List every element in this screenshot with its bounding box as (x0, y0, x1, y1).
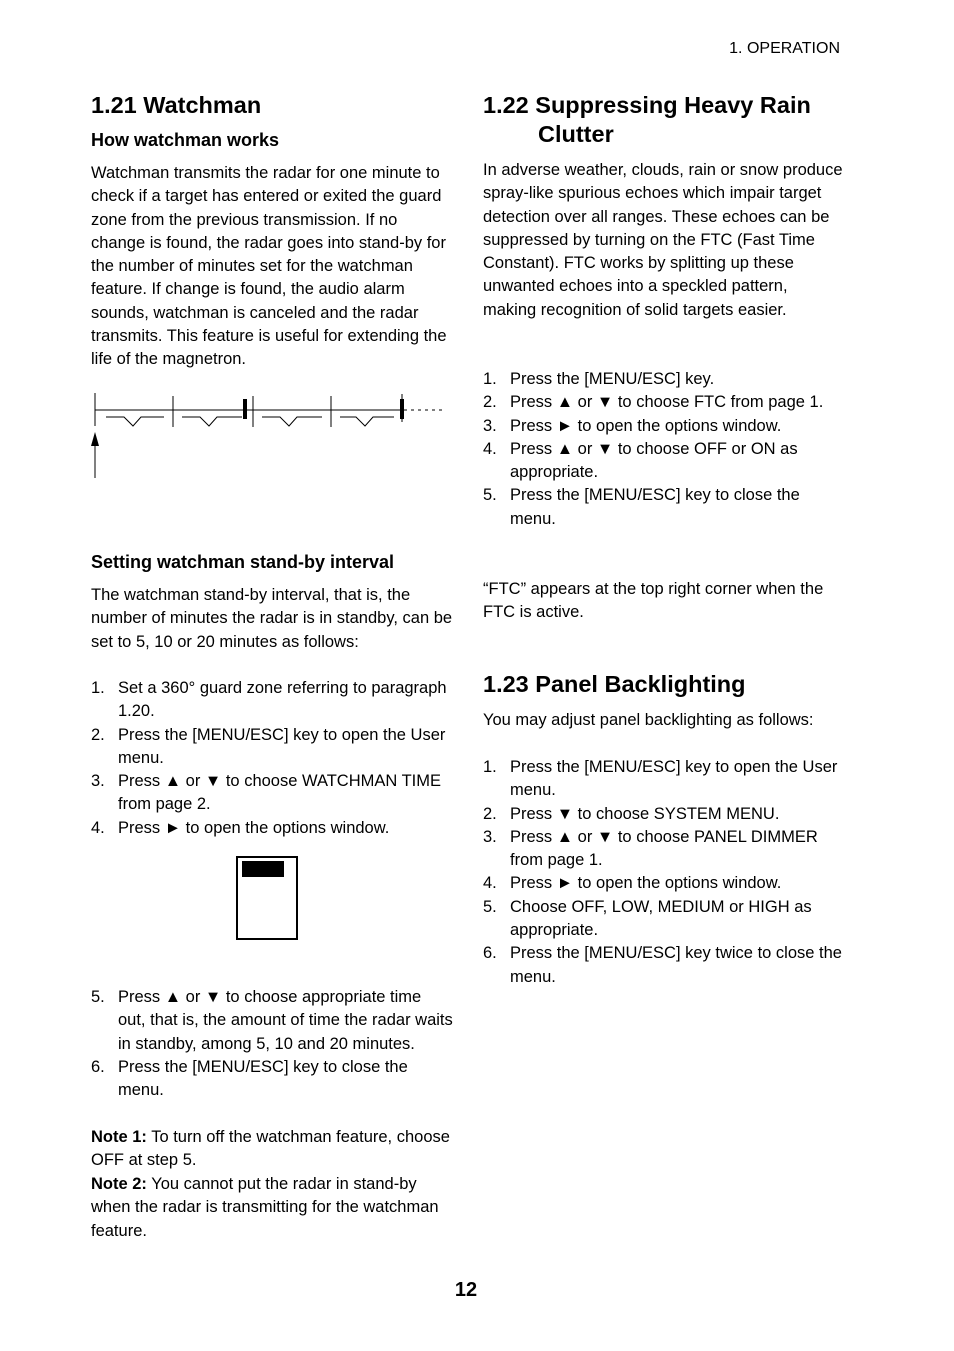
list-item (91, 986, 453, 1056)
how-watchman-works-heading: How watchman works (91, 130, 280, 150)
step-text: Set a 360° guard zone referring to paragraph 1.20. (118, 679, 447, 721)
note-2-label: Note 2: (91, 1175, 147, 1193)
backlight-steps (483, 756, 845, 989)
step-text: Press the [MENU/ESC] key. (510, 370, 715, 388)
step-text: Press the [MENU/ESC] key to open the User menu. (510, 758, 838, 800)
step-number: 4. (483, 874, 497, 893)
step-number: 4. (91, 818, 105, 837)
running-head: 1. OPERATION (729, 40, 840, 57)
step-number: 6. (91, 1057, 105, 1076)
step-number: 1. (483, 370, 497, 388)
step-number: 4. (483, 439, 497, 458)
note-2 (91, 1173, 453, 1243)
how-watchman-works-text: Watchman transmits the radar for one minute to check if a target has entered or exited the guard zone from the previous transmission. If no change is found, the radar goes into stand-by for the number of minutes set for the watchman feature. If change is found, the audio alarm sounds, watchman is canceled and the radar transmits. This feature is useful for extending the life of the magnetron. (91, 164, 447, 369)
list-item (483, 826, 845, 873)
watchman-timeline-diagram (84, 390, 454, 485)
step-text: Choose OFF, LOW, MEDIUM or HIGH as appropriate. (510, 897, 812, 940)
list-item (483, 484, 845, 531)
list-item (91, 1056, 453, 1103)
step-text: Press the [MENU/ESC] key twice to close the menu. (510, 944, 842, 986)
section-122-intro: In adverse weather, clouds, rain or snow produce spray-like spurious echoes which impair target detection over all ranges. These echoes can be suppressed by turning on the FTC (Fast Time Constant). FTC works by splitting up these unwanted echoes into a speckled pattern, making recognition of solid targets easier. (483, 161, 843, 319)
step-number: 2. (91, 725, 105, 744)
step-number: 3. (91, 772, 105, 791)
step-number: 2. (483, 393, 497, 412)
list-item (483, 438, 845, 485)
note-2-text: You cannot put the radar in stand-by when the radar is transmitting for the watchman feature. (91, 1175, 439, 1240)
step-number: 5. (483, 486, 497, 505)
setting-interval-text: The watchman stand-by interval, that is, the number of minutes the radar is in standby, can be set to 5, 10 or 20 minutes as follows: (91, 586, 453, 651)
step-text: Press ▲ or ▼ to choose appropriate time out, that is, the amount of time the radar waits in standby, among 5, 10 and 20 minutes. (118, 988, 453, 1053)
step-number: 1. (483, 758, 497, 776)
list-item (483, 368, 845, 391)
list-item (483, 896, 845, 943)
ftc-steps (483, 368, 845, 531)
step-text: Press ► to open the options window. (510, 874, 782, 893)
step-text: Press the [MENU/ESC] key to open the User menu. (118, 725, 446, 767)
section-122-title-line1: 1.22 Suppressing Heavy Rain (483, 92, 811, 118)
step-number: 2. (483, 804, 497, 823)
list-item (483, 803, 845, 826)
list-item (483, 415, 845, 438)
step-text: Press ► to open the options window. (118, 818, 390, 837)
watchman-steps-a (91, 677, 453, 840)
timeline-pulse (182, 417, 242, 426)
step-text: Press ▲ or ▼ to choose OFF or ON as appropriate. (510, 439, 798, 482)
list-item (91, 677, 453, 724)
section-123-title: 1.23 Panel Backlighting (483, 671, 746, 697)
timeline-arrow-head (91, 432, 99, 446)
section-121-title: 1.21 Watchman (91, 92, 262, 118)
section-123-intro: You may adjust panel backlighting as follows: (483, 711, 814, 729)
step-number: 1. (91, 679, 105, 697)
timeline-marker (243, 399, 247, 419)
list-item (483, 391, 845, 414)
step-number: 6. (483, 944, 497, 963)
step-number: 5. (91, 988, 105, 1006)
step-text: Press ▼ to choose SYSTEM MENU. (510, 804, 780, 823)
options-window-highlight (242, 861, 284, 877)
note-1 (91, 1126, 453, 1173)
step-text: Press ▲ or ▼ to choose FTC from page 1. (510, 393, 824, 412)
step-text: Press ▲ or ▼ to choose WATCHMAN TIME from page 2. (118, 772, 441, 814)
step-number: 5. (483, 897, 497, 916)
note-1-label: Note 1: (91, 1128, 147, 1146)
timeline-pulse (262, 417, 322, 426)
timeline-pulse (340, 417, 394, 426)
watchman-steps-b (91, 986, 453, 1102)
step-text: Press the [MENU/ESC] key to close the menu. (118, 1057, 408, 1100)
list-item (91, 724, 453, 771)
section-122-title-line2: Clutter (538, 121, 614, 147)
step-number: 3. (483, 827, 497, 846)
section-122-title (483, 91, 863, 149)
list-item (91, 817, 453, 840)
list-item (483, 756, 845, 803)
timeline-marker (400, 399, 404, 419)
list-item (483, 872, 845, 895)
list-item (483, 942, 845, 989)
step-text: Press ▲ or ▼ to choose PANEL DIMMER from page 1. (510, 827, 818, 870)
timeline-pulse (106, 417, 164, 426)
options-window-illustration (236, 856, 298, 940)
step-text: Press the [MENU/ESC] key to close the menu. (510, 486, 800, 528)
ftc-indicator-text: “FTC” appears at the top right corner when the FTC is active. (483, 580, 824, 622)
step-text: Press ► to open the options window. (510, 416, 782, 435)
list-item (91, 770, 453, 817)
note-1-text: To turn off the watchman feature, choose OFF at step 5. (91, 1128, 450, 1170)
step-number: 3. (483, 416, 497, 435)
page-number: 12 (454, 1279, 478, 1301)
setting-interval-heading: Setting watchman stand-by interval (91, 552, 395, 572)
